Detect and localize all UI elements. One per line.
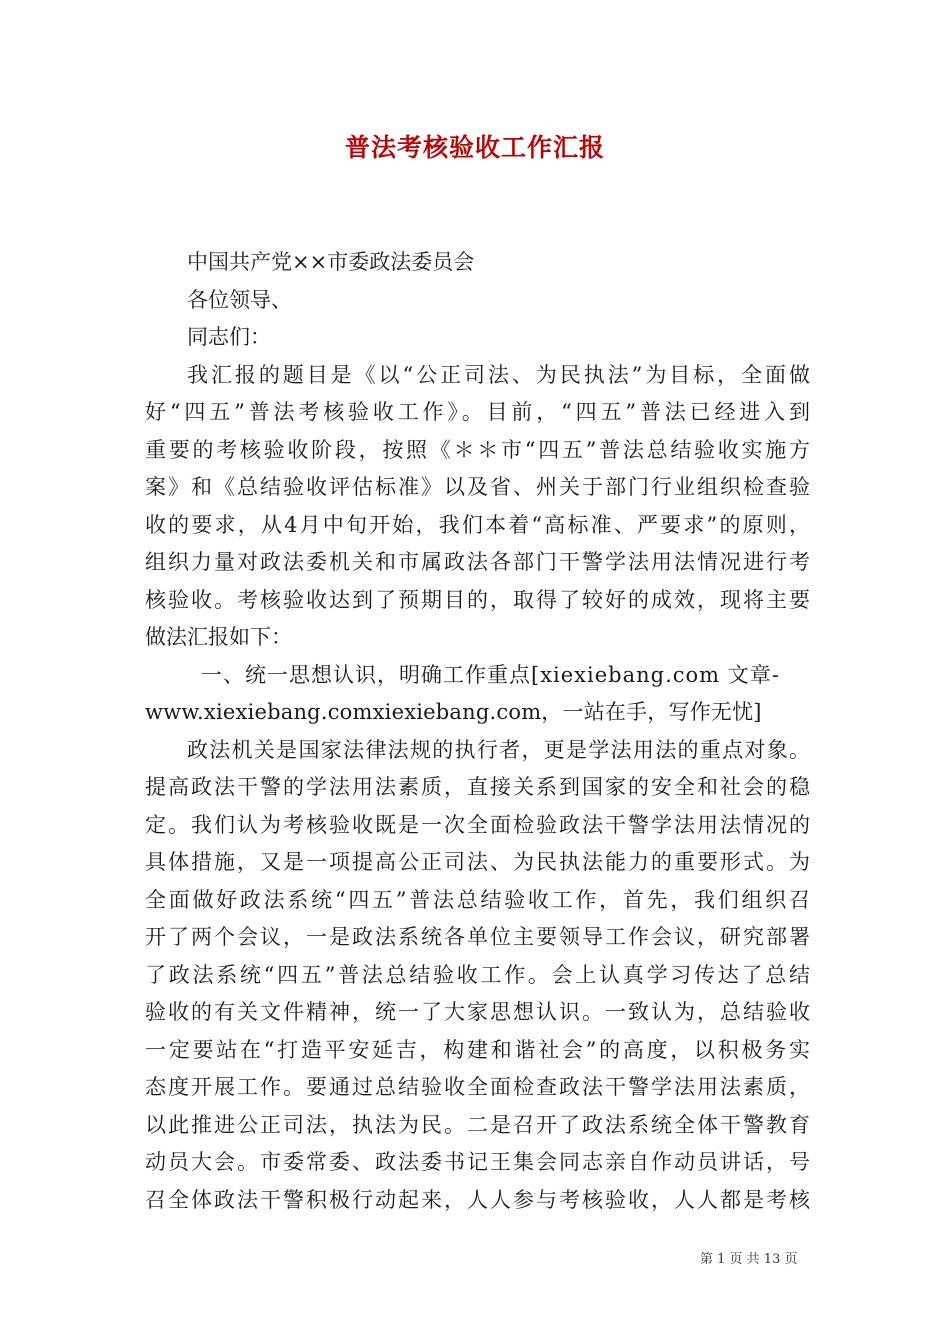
paragraph-line: 核验收。考核验收达到了预期目的，取得了较好的成效，现将主要 [145, 587, 810, 612]
document-title: 普法考核验收工作汇报 [344, 133, 605, 162]
paragraph-line: 动员大会。市委常委、政法委书记王集会同志亲自作动员讲话，号 [145, 1150, 810, 1174]
paragraph-line: 组织力量对政法委机关和市属政法各部门干警学法用法情况进行考 [145, 550, 810, 574]
paragraph-line: 我汇报的题目是《以“公正司法、为民执法”为目标，全面做 [187, 362, 810, 387]
document-body [145, 244, 810, 1219]
paragraph-line: 态度开展工作。要通过总结验收全面检查政法干警学法用法素质， [145, 1075, 810, 1099]
paragraph-line: 定。我们认为考核验收既是一次全面检验政法干警学法用法情况的 [145, 812, 810, 837]
paragraph-line: 验收的有关文件精神，统一了大家思想认识。一致认为，总结验收 [145, 1000, 810, 1024]
section-heading: 一、统一思想认识，明确工作重点[xiexiebang.com 文章- [201, 662, 780, 687]
paragraph-line: 全面做好政法系统“四五”普法总结验收工作，首先，我们组织召 [145, 887, 810, 912]
paragraph-line: 重要的考核验收阶段，按照《＊＊市“四五”普法总结验收实施方 [145, 437, 810, 462]
paragraph-line: 具体措施，又是一项提高公正司法、为民执法能力的重要形式。为 [145, 850, 810, 874]
paragraph-line: 收的要求，从4月中旬开始，我们本着“高标准、严要求”的原则， [145, 512, 810, 537]
salutation-line: 同志们： [187, 325, 271, 349]
paragraph-line: 一定要站在“打造平安延吉，构建和谐社会”的高度，以积极务实 [145, 1037, 810, 1062]
paragraph-line: 做法汇报如下： [145, 625, 292, 649]
page-number: 第 1 页 共 13 页 [700, 1252, 798, 1267]
paragraph-line: 案》和《总结验收评估标准》以及省、州关于部门行业组织检查验 [145, 475, 810, 499]
paragraph-line: 了政法系统“四五”普法总结验收工作。会上认真学习传达了总结 [145, 962, 810, 987]
paragraph-line: 开了两个会议，一是政法系统各单位主要领导工作会议，研究部署 [145, 925, 810, 949]
paragraph-line: 以此推进公正司法，执法为民。二是召开了政法系统全体干警教育 [145, 1112, 810, 1137]
paragraph-line: 提高政法干警的学法用法素质，直接关系到国家的安全和社会的稳 [145, 775, 810, 799]
section-heading: www.xiexiebang.comxiexiebang.com，一站在手，写作无忧] [145, 700, 762, 724]
paragraph-line: 政法机关是国家法律法规的执行者，更是学法用法的重点对象。 [187, 737, 810, 762]
addressee-line: 中国共产党××市委政法委员会 [187, 250, 475, 274]
paragraph-line: 好“四五”普法考核验收工作》。目前，“四五”普法已经进入到 [145, 400, 810, 424]
salutation-line: 各位领导、 [187, 287, 292, 312]
paragraph-line: 召全体政法干警积极行动起来，人人参与考核验收，人人都是考核 [145, 1187, 810, 1212]
